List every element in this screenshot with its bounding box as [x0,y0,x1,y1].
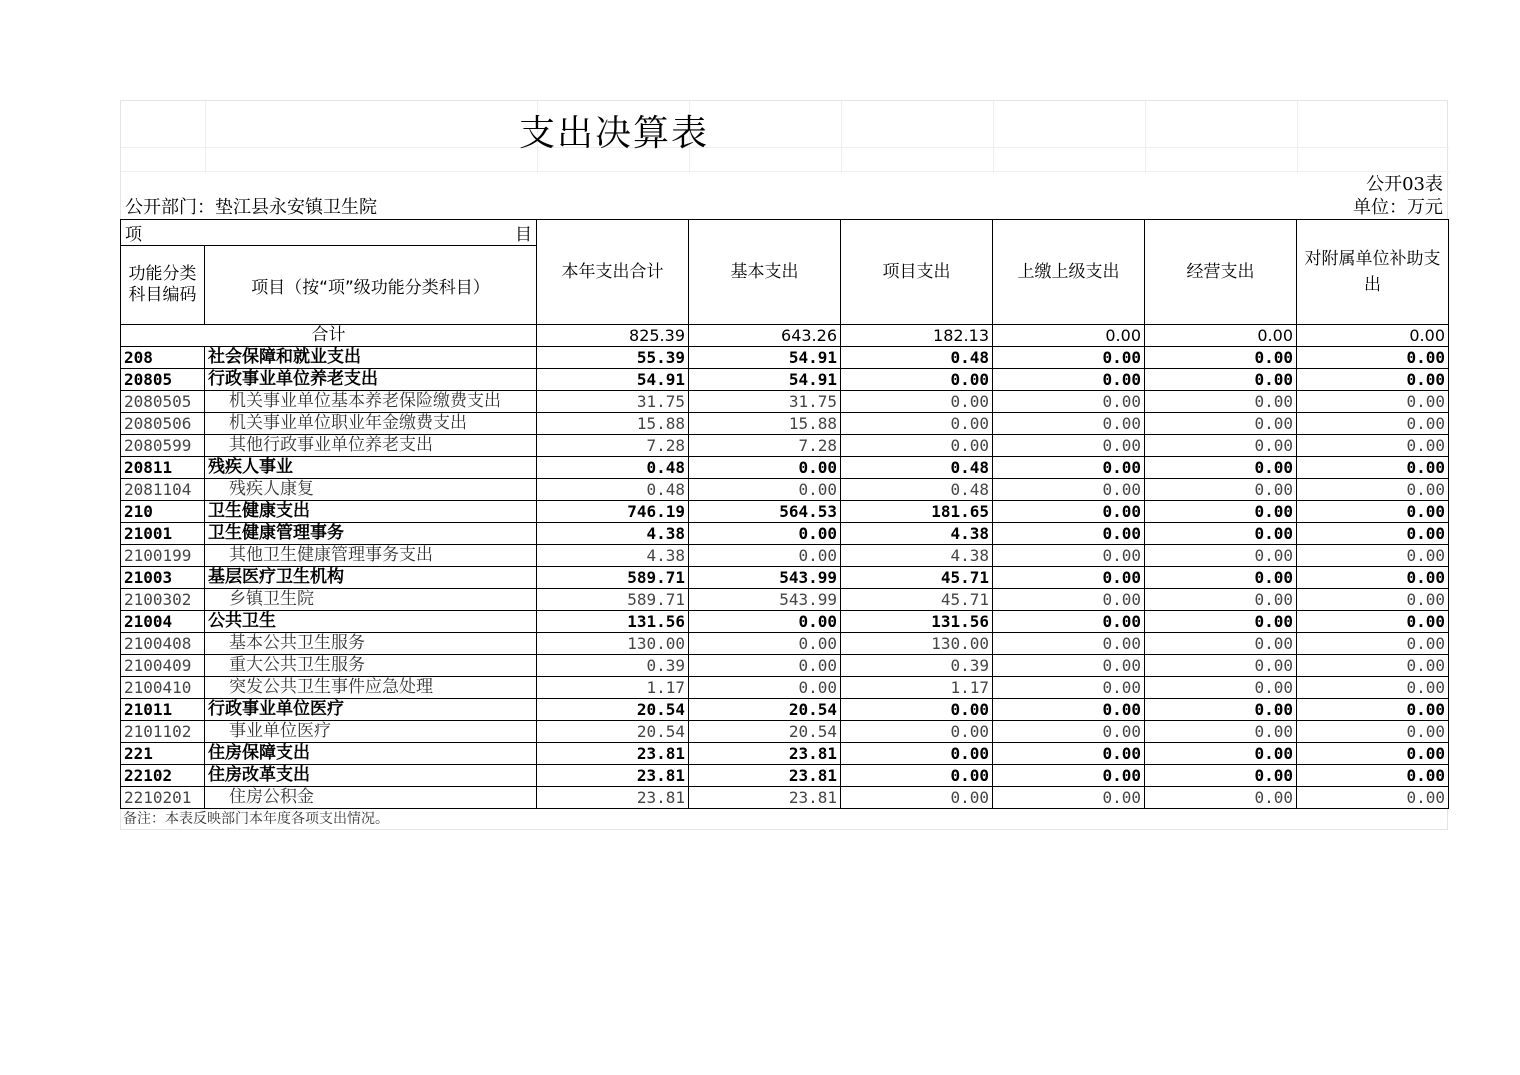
row-value: 0.00 [1297,743,1449,765]
row-value: 0.00 [841,391,993,413]
table-row [121,369,1449,391]
row-value: 0.48 [841,347,993,369]
header-col-remit: 上缴上级支出 [993,220,1145,325]
table-row [121,457,1449,479]
unit-label: 单位：万元 [1353,197,1443,218]
row-name: 事业单位医疗 [205,721,537,743]
table-row [121,721,1449,743]
row-value: 0.00 [841,369,993,391]
table-row [121,545,1449,567]
table-row [121,699,1449,721]
row-code: 20805 [121,369,205,391]
page-title: 支出决算表 [519,113,710,154]
row-code: 21001 [121,523,205,545]
row-code: 21011 [121,699,205,721]
header-item [121,220,537,246]
row-value: 7.28 [537,435,689,457]
header-col-subsidy: 对附属单位补助支出 [1297,220,1449,325]
total-label: 合计 [121,325,537,347]
row-value: 0.00 [1297,501,1449,523]
row-value: 0.00 [1297,655,1449,677]
row-value: 0.00 [1145,479,1297,501]
row-value: 4.38 [841,523,993,545]
row-value: 0.00 [689,479,841,501]
row-code: 2101102 [121,721,205,743]
row-code: 2210201 [121,787,205,809]
row-value: 20.54 [537,699,689,721]
total-value: 643.26 [689,325,841,347]
row-value: 0.00 [993,435,1145,457]
row-value: 0.00 [1145,457,1297,479]
row-value: 0.00 [1297,391,1449,413]
row-value: 131.56 [841,611,993,633]
row-value: 0.00 [1297,611,1449,633]
row-name: 其他行政事业单位养老支出 [205,435,537,457]
row-code: 2100199 [121,545,205,567]
row-value: 0.00 [993,787,1145,809]
row-name: 机关事业单位基本养老保险缴费支出 [205,391,537,413]
row-value: 54.91 [537,369,689,391]
row-value: 564.53 [689,501,841,523]
row-value: 23.81 [537,765,689,787]
row-value: 0.00 [1145,633,1297,655]
header-item-right: 目 [515,225,532,245]
row-code: 2100302 [121,589,205,611]
department-row [120,196,1448,219]
table-row [121,435,1449,457]
title-area [120,100,1448,173]
expenditure-table [120,219,1449,809]
table-row [121,787,1449,809]
row-code: 2080599 [121,435,205,457]
table-row [121,611,1449,633]
table-body [121,325,1449,809]
row-value: 0.00 [1297,787,1449,809]
table-header [121,220,1449,325]
row-code: 221 [121,743,205,765]
row-code: 2100410 [121,677,205,699]
table-row [121,501,1449,523]
row-name: 住房保障支出 [205,743,537,765]
row-value: 0.00 [841,743,993,765]
row-value: 0.00 [993,457,1145,479]
row-name: 卫生健康管理事务 [205,523,537,545]
total-value: 0.00 [1297,325,1449,347]
form-number-row [120,173,1448,196]
row-value: 0.00 [993,677,1145,699]
row-value: 0.00 [1145,787,1297,809]
row-value: 0.00 [993,721,1145,743]
row-value: 0.00 [993,391,1145,413]
row-value: 0.00 [1297,567,1449,589]
row-name: 住房公积金 [205,787,537,809]
row-value: 1.17 [537,677,689,699]
row-name: 机关事业单位职业年金缴费支出 [205,413,537,435]
header-name-col: 项目（按“项”级功能分类科目） [205,246,537,325]
row-value: 0.00 [993,765,1145,787]
row-value: 0.00 [1297,699,1449,721]
header-col-business: 经营支出 [1145,220,1297,325]
row-value: 0.00 [841,435,993,457]
row-value: 0.00 [689,611,841,633]
row-code: 210 [121,501,205,523]
row-value: 0.00 [1297,479,1449,501]
row-value: 0.00 [1145,391,1297,413]
row-value: 0.00 [993,347,1145,369]
row-value: 0.00 [1145,501,1297,523]
row-name: 残疾人事业 [205,457,537,479]
row-value: 0.00 [1145,721,1297,743]
row-value: 7.28 [689,435,841,457]
header-item-left: 项 [125,225,142,245]
row-code: 20811 [121,457,205,479]
row-value: 0.48 [841,479,993,501]
row-value: 20.54 [689,699,841,721]
row-value: 130.00 [537,633,689,655]
row-value: 181.65 [841,501,993,523]
row-value: 130.00 [841,633,993,655]
row-value: 0.00 [841,413,993,435]
row-value: 0.00 [993,633,1145,655]
row-name: 重大公共卫生服务 [205,655,537,677]
row-value: 0.00 [993,567,1145,589]
row-value: 543.99 [689,567,841,589]
row-value: 0.00 [689,545,841,567]
header-code-col: 功能分类科目编码 [121,246,205,325]
row-value: 0.00 [1297,545,1449,567]
row-value: 0.00 [1297,633,1449,655]
row-name: 基层医疗卫生机构 [205,567,537,589]
table-row [121,589,1449,611]
row-value: 0.00 [993,655,1145,677]
row-value: 0.00 [689,677,841,699]
row-value: 23.81 [537,787,689,809]
row-value: 4.38 [537,545,689,567]
table-row [121,413,1449,435]
table-row [121,655,1449,677]
table-row [121,479,1449,501]
row-value: 589.71 [537,567,689,589]
row-value: 0.00 [1297,347,1449,369]
row-value: 0.00 [993,479,1145,501]
row-value: 0.00 [689,633,841,655]
total-value: 0.00 [993,325,1145,347]
row-value: 31.75 [537,391,689,413]
table-row [121,633,1449,655]
row-name: 住房改革支出 [205,765,537,787]
row-value: 0.00 [1145,611,1297,633]
row-value: 0.00 [1145,435,1297,457]
row-code: 2100408 [121,633,205,655]
row-value: 54.91 [689,369,841,391]
row-value: 0.00 [1297,457,1449,479]
row-value: 20.54 [689,721,841,743]
row-value: 0.00 [993,743,1145,765]
row-value: 0.00 [841,699,993,721]
header-col-project: 项目支出 [841,220,993,325]
table-row [121,765,1449,787]
expenditure-sheet [120,100,1448,830]
department-label: 公开部门：垫江县永安镇卫生院 [125,197,377,218]
row-value: 746.19 [537,501,689,523]
row-value: 0.00 [1145,567,1297,589]
table-row [121,523,1449,545]
row-name: 残疾人康复 [205,479,537,501]
row-name: 乡镇卫生院 [205,589,537,611]
row-value: 0.00 [1145,677,1297,699]
row-value: 45.71 [841,589,993,611]
row-value: 0.00 [689,655,841,677]
row-value: 0.00 [993,589,1145,611]
row-value: 0.00 [1145,369,1297,391]
row-code: 21003 [121,567,205,589]
row-value: 589.71 [537,589,689,611]
row-value: 0.00 [689,457,841,479]
table-row [121,743,1449,765]
row-value: 23.81 [537,743,689,765]
row-name: 公共卫生 [205,611,537,633]
row-value: 0.00 [1145,699,1297,721]
row-code: 22102 [121,765,205,787]
row-value: 0.00 [1297,765,1449,787]
row-value: 0.00 [993,611,1145,633]
row-value: 0.00 [993,501,1145,523]
table-row [121,567,1449,589]
row-value: 0.00 [1297,523,1449,545]
row-value: 0.00 [993,413,1145,435]
header-col-basic: 基本支出 [689,220,841,325]
row-code: 21004 [121,611,205,633]
row-name: 行政事业单位养老支出 [205,369,537,391]
row-name: 突发公共卫生事件应急处理 [205,677,537,699]
row-value: 0.00 [1145,347,1297,369]
row-value: 23.81 [689,743,841,765]
total-value: 0.00 [1145,325,1297,347]
row-value: 4.38 [841,545,993,567]
row-value: 0.00 [1145,545,1297,567]
row-value: 15.88 [537,413,689,435]
table-row [121,391,1449,413]
table-row [121,677,1449,699]
row-value: 45.71 [841,567,993,589]
row-value: 55.39 [537,347,689,369]
row-value: 0.00 [841,787,993,809]
row-value: 0.48 [841,457,993,479]
row-name: 卫生健康支出 [205,501,537,523]
row-value: 23.81 [689,765,841,787]
row-value: 0.00 [1145,765,1297,787]
row-value: 0.00 [993,369,1145,391]
row-value: 0.00 [689,523,841,545]
row-name: 基本公共卫生服务 [205,633,537,655]
row-value: 0.00 [1145,743,1297,765]
row-value: 0.00 [1297,369,1449,391]
table-row [121,347,1449,369]
total-row [121,325,1449,347]
total-value: 825.39 [537,325,689,347]
row-value: 543.99 [689,589,841,611]
row-value: 0.00 [1297,435,1449,457]
row-value: 0.00 [1297,677,1449,699]
row-value: 23.81 [689,787,841,809]
footnote: 备注：本表反映部门本年度各项支出情况。 [120,809,1448,830]
row-value: 0.39 [537,655,689,677]
row-value: 15.88 [689,413,841,435]
header-col-total: 本年支出合计 [537,220,689,325]
row-code: 2080506 [121,413,205,435]
row-value: 0.00 [1297,721,1449,743]
row-code: 2081104 [121,479,205,501]
row-code: 2100409 [121,655,205,677]
row-value: 0.00 [1297,589,1449,611]
row-value: 0.00 [1297,413,1449,435]
row-value: 54.91 [689,347,841,369]
total-value: 182.13 [841,325,993,347]
row-value: 0.00 [993,523,1145,545]
row-value: 0.39 [841,655,993,677]
row-name: 其他卫生健康管理事务支出 [205,545,537,567]
form-number: 公开03表 [1366,174,1443,195]
row-name: 社会保障和就业支出 [205,347,537,369]
row-value: 0.00 [993,699,1145,721]
row-value: 0.48 [537,479,689,501]
row-value: 0.48 [537,457,689,479]
row-value: 0.00 [1145,413,1297,435]
row-value: 0.00 [841,765,993,787]
row-value: 1.17 [841,677,993,699]
row-name: 行政事业单位医疗 [205,699,537,721]
row-value: 0.00 [841,721,993,743]
row-code: 208 [121,347,205,369]
row-value: 20.54 [537,721,689,743]
row-value: 0.00 [993,545,1145,567]
row-value: 4.38 [537,523,689,545]
row-value: 31.75 [689,391,841,413]
row-value: 0.00 [1145,655,1297,677]
row-value: 131.56 [537,611,689,633]
row-value: 0.00 [1145,589,1297,611]
row-value: 0.00 [1145,523,1297,545]
row-code: 2080505 [121,391,205,413]
